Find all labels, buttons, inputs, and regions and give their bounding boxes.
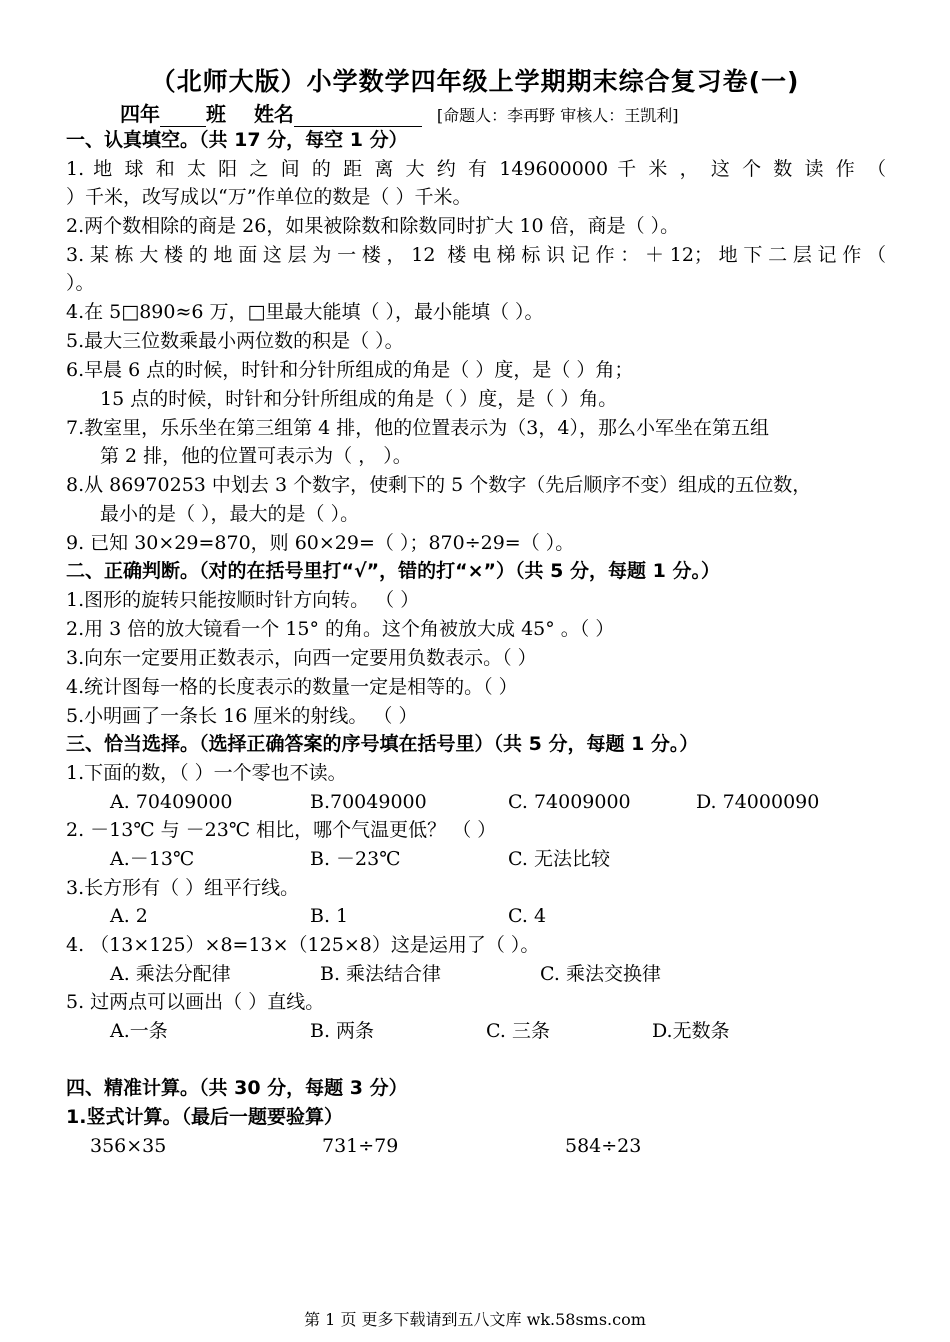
q3-2-option-a: A.－13℃ bbox=[110, 848, 195, 870]
q3-1: 1.下面的数，（ ）一个零也不读。 bbox=[66, 762, 347, 784]
q3-4: 4. （13×125）×8=13×（125×8）这是运用了（ ）。 bbox=[66, 934, 540, 956]
q1-7-line1: 7.教室里，乐乐坐在第三组第 4 排，他的位置表示为（3，4），那么小军坐在第五组 bbox=[66, 417, 769, 439]
page-title: （北师大版）小学数学四年级上学期期末综合复习卷(一) bbox=[150, 67, 800, 96]
calc-problem: 584÷23 bbox=[565, 1135, 642, 1157]
q2-3: 3.向东一定要用正数表示，向西一定要用负数表示。（ ） bbox=[66, 647, 537, 669]
section4-sub1: 1.竖式计算。（最后一题要验算） bbox=[66, 1106, 343, 1128]
class-blank[interactable] bbox=[160, 106, 206, 127]
calc-problem: 731÷79 bbox=[322, 1135, 399, 1157]
q1-1-line2: ）千米，改写成以“万”作单位的数是（ ）千米。 bbox=[66, 186, 472, 208]
name-blank[interactable] bbox=[294, 106, 422, 127]
q1-3-line1: 3.某栋大楼的地面这层为一楼，12 楼电梯标识记作：＋12；地下二层记作（ bbox=[66, 244, 886, 266]
q1-6-line1: 6.早晨 6 点的时候，时针和分针所组成的角是（ ）度，是（ ）角； bbox=[66, 359, 634, 381]
q3-2-option-b: B. －23℃ bbox=[310, 848, 401, 870]
q3-5-option-b: B. 两条 bbox=[310, 1020, 375, 1042]
grade-label: 四年 bbox=[120, 102, 160, 126]
q1-4: 4.在 5□890≈6 万，□里最大能填（ ），最小能填（ ）。 bbox=[66, 301, 544, 323]
q3-1-option-b: B.70049000 bbox=[310, 791, 427, 813]
q3-5-option-c: C. 三条 bbox=[486, 1020, 550, 1042]
q3-4-option-b: B. 乘法结合律 bbox=[320, 963, 442, 985]
q2-1: 1.图形的旋转只能按顺时针方向转。 （ ） bbox=[66, 589, 420, 611]
q1-3-line2: ）。 bbox=[66, 272, 95, 294]
name-label: 姓名 bbox=[253, 102, 294, 126]
q3-2: 2. －13℃ 与 －23℃ 相比，哪个气温更低？ （ ） bbox=[66, 819, 497, 841]
q1-6-line2: 15 点的时候，时针和分针所组成的角是（ ）度，是（ ）角。 bbox=[100, 388, 618, 410]
q3-4-option-a: A. 乘法分配律 bbox=[110, 963, 231, 985]
calc-problem: 356×35 bbox=[90, 1135, 167, 1157]
student-info-row bbox=[120, 98, 678, 127]
q3-1-option-c: C. 74009000 bbox=[508, 791, 631, 813]
section4-heading: 四、精准计算。（共 30 分，每题 3 分） bbox=[66, 1077, 408, 1099]
q1-1-line1: 1. 地 球 和 太 阳 之 间 的 距 离 大 约 有 149600000 千 米 ， 这 个 数 读 作 （ bbox=[66, 158, 886, 180]
q3-4-option-c: C. 乘法交换律 bbox=[540, 963, 661, 985]
q1-2: 2.两个数相除的商是 26，如果被除数和除数同时扩大 10 倍，商是（ ）。 bbox=[66, 215, 680, 237]
q2-2: 2.用 3 倍的放大镜看一个 15° 的角。这个角被放大成 45° 。（ ） bbox=[66, 618, 615, 640]
q2-4: 4.统计图每一格的长度表示的数量一定是相等的。（ ） bbox=[66, 676, 518, 698]
q3-3: 3.长方形有（ ）组平行线。 bbox=[66, 877, 300, 899]
page-footer: 第 1 页 更多下载请到五八文库 wk.58sms.com bbox=[304, 1310, 646, 1329]
q3-3-option-c: C. 4 bbox=[508, 905, 547, 927]
q3-1-option-a: A. 70409000 bbox=[110, 791, 233, 813]
q1-9: 9. 已知 30×29=870，则 60×29=（ ）；870÷29=（ ）。 bbox=[66, 532, 575, 554]
q3-3-option-a: A. 2 bbox=[110, 905, 148, 927]
q3-5-option-a: A.一条 bbox=[110, 1020, 168, 1042]
q3-2-option-c: C. 无法比较 bbox=[508, 848, 610, 870]
authors-note: [命题人：李再野 审核人：王凯利] bbox=[436, 106, 679, 125]
q3-5-option-d: D.无数条 bbox=[652, 1020, 730, 1042]
class-label: 班 bbox=[206, 102, 226, 126]
section1-heading: 一、认真填空。（共 17 分，每空 1 分） bbox=[66, 129, 408, 151]
q1-7-line2: 第 2 排，他的位置可表示为（ ， ）。 bbox=[100, 445, 412, 467]
q1-8-line2: 最小的是（ ），最大的是（ ）。 bbox=[100, 503, 360, 525]
q3-5: 5. 过两点可以画出（ ）直线。 bbox=[66, 991, 325, 1013]
q1-8-line1: 8.从 86970253 中划去 3 个数字，使剩下的 5 个数字（先后顺序不变）组成的五位数， bbox=[66, 474, 812, 496]
q2-5: 5.小明画了一条长 16 厘米的射线。 （ ） bbox=[66, 705, 418, 727]
section2-heading: 二、正确判断。（对的在括号里打“√”，错的打“×”）（共 5 分，每题 1 分。） bbox=[66, 560, 720, 582]
q3-1-option-d: D. 74000090 bbox=[696, 791, 820, 813]
q3-3-option-b: B. 1 bbox=[310, 905, 349, 927]
q1-5: 5.最大三位数乘最小两位数的积是（ ）。 bbox=[66, 330, 404, 352]
section3-heading: 三、恰当选择。（选择正确答案的序号填在括号里）（共 5 分，每题 1 分。） bbox=[66, 733, 699, 755]
